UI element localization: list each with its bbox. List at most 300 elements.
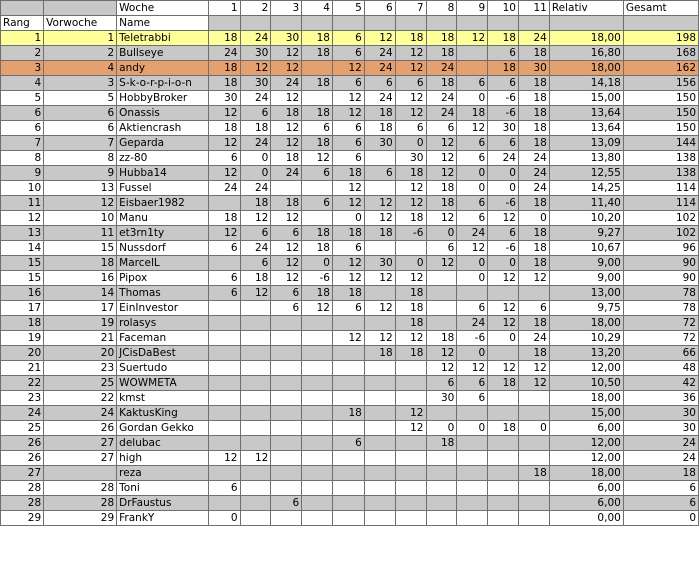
header-relativ[interactable]: Relativ — [549, 1, 623, 16]
cell-week-8[interactable] — [426, 301, 457, 316]
cell-relativ[interactable]: 18,00 — [549, 316, 623, 331]
cell-rang[interactable]: 27 — [1, 466, 44, 481]
cell-gesamt[interactable]: 156 — [623, 76, 698, 91]
cell-week-2[interactable]: 6 — [240, 106, 271, 121]
cell-vorwoche[interactable]: 6 — [44, 106, 117, 121]
cell-week-8[interactable]: 0 — [426, 226, 457, 241]
cell-week-2[interactable]: 12 — [240, 451, 271, 466]
cell-gesamt[interactable]: 162 — [623, 61, 698, 76]
cell-week-11[interactable]: 12 — [518, 376, 549, 391]
cell-week-5[interactable]: 12 — [332, 61, 364, 76]
cell-week-10[interactable] — [488, 286, 519, 301]
cell-week-11[interactable]: 18 — [518, 106, 549, 121]
cell-week-2[interactable]: 0 — [240, 166, 271, 181]
cell-week-9[interactable] — [457, 61, 488, 76]
cell-week-8[interactable]: 24 — [426, 106, 457, 121]
cell-relativ[interactable]: 18,00 — [549, 61, 623, 76]
cell-week-6[interactable]: 12 — [364, 331, 395, 346]
cell-week-8[interactable] — [426, 481, 457, 496]
cell-week-11[interactable] — [518, 436, 549, 451]
cell-week-1[interactable] — [208, 376, 240, 391]
cell-name[interactable]: S-k-o-r-p-i-o-n — [117, 76, 208, 91]
cell-week-9[interactable]: 6 — [457, 391, 488, 406]
header-gesamt[interactable]: Gesamt — [623, 1, 698, 16]
cell-week-6[interactable]: 6 — [364, 76, 395, 91]
cell-week-3[interactable] — [271, 181, 302, 196]
cell-week-2[interactable]: 24 — [240, 136, 271, 151]
cell-week-1[interactable]: 6 — [208, 151, 240, 166]
cell-week-9[interactable] — [457, 286, 488, 301]
cell-week-7[interactable]: 6 — [395, 121, 426, 136]
cell-week-5[interactable]: 18 — [332, 286, 364, 301]
cell-week-2[interactable] — [240, 346, 271, 361]
cell-vorwoche[interactable]: 9 — [44, 166, 117, 181]
cell-gesamt[interactable]: 102 — [623, 211, 698, 226]
cell-name[interactable]: high — [117, 451, 208, 466]
cell-week-5[interactable] — [332, 421, 364, 436]
cell-week-4[interactable]: 18 — [302, 46, 333, 61]
cell-week-7[interactable]: 18 — [395, 301, 426, 316]
cell-week-6[interactable] — [364, 511, 395, 526]
cell-week-1[interactable]: 12 — [208, 106, 240, 121]
cell-week-11[interactable] — [518, 391, 549, 406]
cell-gesamt[interactable]: 72 — [623, 331, 698, 346]
cell-week-1[interactable] — [208, 256, 240, 271]
cell-week-9[interactable]: 12 — [457, 361, 488, 376]
cell-week-11[interactable]: 24 — [518, 31, 549, 46]
cell-rang[interactable]: 28 — [1, 496, 44, 511]
cell-week-11[interactable]: 24 — [518, 166, 549, 181]
cell-week-5[interactable]: 6 — [332, 301, 364, 316]
cell-relativ[interactable]: 10,67 — [549, 241, 623, 256]
cell-rang[interactable]: 11 — [1, 196, 44, 211]
cell-week-1[interactable]: 6 — [208, 286, 240, 301]
cell-week-10[interactable]: 6 — [488, 46, 519, 61]
cell-week-5[interactable]: 18 — [332, 406, 364, 421]
cell-week-3[interactable]: 12 — [271, 256, 302, 271]
cell-week-9[interactable]: 24 — [457, 316, 488, 331]
cell-vorwoche[interactable]: 12 — [44, 196, 117, 211]
cell-week-11[interactable]: 18 — [518, 46, 549, 61]
cell-name[interactable]: JCisDaBest — [117, 346, 208, 361]
cell-week-6[interactable] — [364, 466, 395, 481]
cell-name[interactable]: WOWMETA — [117, 376, 208, 391]
cell-week-9[interactable]: 24 — [457, 226, 488, 241]
cell-relativ[interactable]: 9,27 — [549, 226, 623, 241]
cell-week-1[interactable]: 12 — [208, 226, 240, 241]
cell-week-4[interactable]: 6 — [302, 121, 333, 136]
cell-week-11[interactable]: 6 — [518, 301, 549, 316]
cell-week-6[interactable]: 18 — [364, 121, 395, 136]
cell-week-10[interactable]: 6 — [488, 136, 519, 151]
cell-week-6[interactable]: 30 — [364, 256, 395, 271]
cell-week-11[interactable]: 24 — [518, 181, 549, 196]
cell-week-9[interactable]: 12 — [457, 241, 488, 256]
cell-week-1[interactable]: 0 — [208, 511, 240, 526]
cell-gesamt[interactable]: 18 — [623, 466, 698, 481]
cell-week-3[interactable] — [271, 436, 302, 451]
cell-week-8[interactable]: 12 — [426, 151, 457, 166]
cell-week-10[interactable] — [488, 496, 519, 511]
cell-relativ[interactable]: 13,00 — [549, 286, 623, 301]
cell-week-10[interactable]: 12 — [488, 316, 519, 331]
cell-week-7[interactable]: 12 — [395, 331, 426, 346]
cell-name[interactable]: Bullseye — [117, 46, 208, 61]
cell-week-7[interactable]: 0 — [395, 256, 426, 271]
cell-week-5[interactable]: 0 — [332, 211, 364, 226]
cell-week-8[interactable]: 12 — [426, 166, 457, 181]
cell-rang[interactable]: 14 — [1, 241, 44, 256]
cell-week-7[interactable] — [395, 451, 426, 466]
cell-week-9[interactable]: 6 — [457, 76, 488, 91]
cell-rang[interactable]: 15 — [1, 256, 44, 271]
cell-week-6[interactable]: 24 — [364, 61, 395, 76]
cell-name[interactable]: zz-80 — [117, 151, 208, 166]
cell-week-11[interactable]: 0 — [518, 211, 549, 226]
cell-week-11[interactable]: 18 — [518, 196, 549, 211]
cell-week-2[interactable]: 24 — [240, 91, 271, 106]
cell-week-8[interactable]: 6 — [426, 241, 457, 256]
table-row[interactable] — [1, 361, 699, 376]
table-row[interactable] — [1, 226, 699, 241]
cell-week-8[interactable]: 18 — [426, 181, 457, 196]
cell-week-7[interactable]: 12 — [395, 271, 426, 286]
cell-week-5[interactable]: 6 — [332, 436, 364, 451]
cell-week-6[interactable] — [364, 286, 395, 301]
cell-week-2[interactable] — [240, 391, 271, 406]
cell-week-11[interactable]: 18 — [518, 466, 549, 481]
cell-week-6[interactable]: 18 — [364, 346, 395, 361]
cell-week-5[interactable]: 6 — [332, 241, 364, 256]
cell-week-1[interactable] — [208, 436, 240, 451]
cell-vorwoche[interactable]: 4 — [44, 61, 117, 76]
cell-week-5[interactable]: 6 — [332, 121, 364, 136]
cell-week-6[interactable] — [364, 316, 395, 331]
cell-week-4[interactable] — [302, 61, 333, 76]
cell-week-8[interactable] — [426, 511, 457, 526]
cell-week-3[interactable] — [271, 346, 302, 361]
cell-gesamt[interactable]: 42 — [623, 376, 698, 391]
cell-week-5[interactable]: 6 — [332, 151, 364, 166]
cell-week-9[interactable] — [457, 46, 488, 61]
cell-week-2[interactable]: 0 — [240, 151, 271, 166]
cell-week-2[interactable]: 12 — [240, 61, 271, 76]
cell-week-5[interactable]: 18 — [332, 226, 364, 241]
cell-week-3[interactable]: 12 — [271, 61, 302, 76]
cell-gesamt[interactable]: 36 — [623, 391, 698, 406]
cell-gesamt[interactable]: 24 — [623, 451, 698, 466]
cell-week-11[interactable]: 24 — [518, 331, 549, 346]
cell-week-7[interactable] — [395, 361, 426, 376]
cell-week-11[interactable]: 30 — [518, 61, 549, 76]
cell-week-7[interactable]: 12 — [395, 46, 426, 61]
table-row[interactable] — [1, 241, 699, 256]
cell-week-5[interactable]: 18 — [332, 166, 364, 181]
cell-week-8[interactable]: 24 — [426, 61, 457, 76]
cell-week-10[interactable]: 6 — [488, 76, 519, 91]
cell-name[interactable]: EinInvestor — [117, 301, 208, 316]
table-row[interactable] — [1, 196, 699, 211]
cell-week-7[interactable]: 18 — [395, 211, 426, 226]
cell-relativ[interactable]: 14,25 — [549, 181, 623, 196]
table-row[interactable] — [1, 76, 699, 91]
cell-week-9[interactable]: 6 — [457, 301, 488, 316]
cell-relativ[interactable]: 16,80 — [549, 46, 623, 61]
cell-week-9[interactable]: 18 — [457, 106, 488, 121]
cell-week-3[interactable]: 18 — [271, 196, 302, 211]
cell-vorwoche[interactable]: 5 — [44, 91, 117, 106]
cell-week-11[interactable]: 12 — [518, 361, 549, 376]
cell-week-5[interactable]: 12 — [332, 331, 364, 346]
cell-vorwoche[interactable]: 26 — [44, 421, 117, 436]
cell-week-10[interactable] — [488, 481, 519, 496]
cell-vorwoche[interactable]: 21 — [44, 331, 117, 346]
cell-rang[interactable]: 17 — [1, 301, 44, 316]
cell-name[interactable]: Nussdorf — [117, 241, 208, 256]
cell-name[interactable]: DrFaustus — [117, 496, 208, 511]
cell-week-8[interactable]: 24 — [426, 91, 457, 106]
cell-week-8[interactable]: 18 — [426, 436, 457, 451]
cell-week-4[interactable] — [302, 406, 333, 421]
cell-week-1[interactable] — [208, 346, 240, 361]
cell-vorwoche[interactable]: 24 — [44, 406, 117, 421]
cell-week-6[interactable]: 12 — [364, 31, 395, 46]
cell-rang[interactable]: 21 — [1, 361, 44, 376]
cell-week-3[interactable] — [271, 406, 302, 421]
cell-name[interactable]: Thomas — [117, 286, 208, 301]
cell-week-10[interactable]: 0 — [488, 166, 519, 181]
header-week-4[interactable]: 4 — [302, 1, 333, 16]
cell-week-2[interactable]: 6 — [240, 256, 271, 271]
cell-week-10[interactable]: 18 — [488, 376, 519, 391]
cell-week-7[interactable]: 18 — [395, 346, 426, 361]
table-row[interactable] — [1, 376, 699, 391]
cell-rang[interactable]: 6 — [1, 106, 44, 121]
cell-relativ[interactable]: 12,00 — [549, 436, 623, 451]
cell-name[interactable]: et3rn1ty — [117, 226, 208, 241]
cell-gesamt[interactable]: 198 — [623, 31, 698, 46]
cell-week-6[interactable]: 12 — [364, 211, 395, 226]
cell-week-10[interactable] — [488, 466, 519, 481]
cell-week-7[interactable] — [395, 376, 426, 391]
cell-week-10[interactable] — [488, 346, 519, 361]
cell-week-10[interactable]: 30 — [488, 121, 519, 136]
cell-week-9[interactable]: 12 — [457, 31, 488, 46]
cell-rang[interactable]: 15 — [1, 271, 44, 286]
cell-gesamt[interactable]: 0 — [623, 511, 698, 526]
cell-week-8[interactable]: 0 — [426, 421, 457, 436]
cell-gesamt[interactable]: 138 — [623, 151, 698, 166]
cell-week-11[interactable]: 18 — [518, 136, 549, 151]
cell-week-10[interactable]: 12 — [488, 271, 519, 286]
header-vorwoche[interactable]: Vorwoche — [44, 16, 117, 31]
cell-week-11[interactable] — [518, 286, 549, 301]
cell-week-5[interactable]: 6 — [332, 76, 364, 91]
cell-week-9[interactable]: 0 — [457, 181, 488, 196]
cell-week-11[interactable] — [518, 451, 549, 466]
cell-week-6[interactable]: 18 — [364, 226, 395, 241]
cell-week-5[interactable]: 6 — [332, 136, 364, 151]
cell-week-11[interactable]: 18 — [518, 91, 549, 106]
cell-week-4[interactable] — [302, 91, 333, 106]
cell-week-5[interactable] — [332, 511, 364, 526]
cell-vorwoche[interactable]: 18 — [44, 256, 117, 271]
cell-week-9[interactable]: 0 — [457, 91, 488, 106]
cell-gesamt[interactable]: 6 — [623, 481, 698, 496]
cell-week-2[interactable] — [240, 481, 271, 496]
cell-week-2[interactable] — [240, 331, 271, 346]
cell-week-10[interactable]: -6 — [488, 106, 519, 121]
cell-week-1[interactable] — [208, 406, 240, 421]
cell-week-1[interactable] — [208, 496, 240, 511]
cell-week-8[interactable] — [426, 496, 457, 511]
cell-week-8[interactable] — [426, 286, 457, 301]
cell-relativ[interactable]: 15,00 — [549, 91, 623, 106]
cell-week-2[interactable]: 18 — [240, 121, 271, 136]
table-row[interactable] — [1, 271, 699, 286]
table-row[interactable] — [1, 406, 699, 421]
table-row[interactable] — [1, 496, 699, 511]
cell-week-5[interactable]: 12 — [332, 91, 364, 106]
cell-name[interactable]: Aktiencrash — [117, 121, 208, 136]
cell-week-6[interactable] — [364, 481, 395, 496]
cell-name[interactable]: Faceman — [117, 331, 208, 346]
cell-week-3[interactable]: 24 — [271, 76, 302, 91]
cell-week-4[interactable] — [302, 481, 333, 496]
cell-relativ[interactable]: 12,00 — [549, 451, 623, 466]
cell-week-11[interactable] — [518, 511, 549, 526]
cell-gesamt[interactable]: 168 — [623, 46, 698, 61]
cell-week-8[interactable] — [426, 271, 457, 286]
cell-week-3[interactable]: 24 — [271, 166, 302, 181]
cell-relativ[interactable]: 9,00 — [549, 256, 623, 271]
cell-relativ[interactable]: 13,64 — [549, 121, 623, 136]
cell-week-5[interactable]: 12 — [332, 271, 364, 286]
cell-week-8[interactable]: 12 — [426, 361, 457, 376]
cell-relativ[interactable]: 6,00 — [549, 496, 623, 511]
cell-vorwoche[interactable]: 14 — [44, 286, 117, 301]
cell-week-2[interactable]: 12 — [240, 211, 271, 226]
header-week-7[interactable]: 7 — [395, 1, 426, 16]
cell-week-4[interactable] — [302, 331, 333, 346]
cell-vorwoche[interactable]: 13 — [44, 181, 117, 196]
cell-vorwoche[interactable]: 25 — [44, 376, 117, 391]
cell-week-10[interactable]: -6 — [488, 196, 519, 211]
cell-rang[interactable]: 26 — [1, 436, 44, 451]
cell-week-5[interactable] — [332, 481, 364, 496]
cell-week-2[interactable] — [240, 436, 271, 451]
cell-week-11[interactable]: 0 — [518, 421, 549, 436]
cell-week-7[interactable] — [395, 241, 426, 256]
cell-week-11[interactable]: 18 — [518, 76, 549, 91]
cell-name[interactable]: Onassis — [117, 106, 208, 121]
cell-week-4[interactable] — [302, 376, 333, 391]
header-week-6[interactable]: 6 — [364, 1, 395, 16]
cell-gesamt[interactable]: 90 — [623, 271, 698, 286]
cell-week-1[interactable]: 18 — [208, 121, 240, 136]
cell-week-5[interactable] — [332, 376, 364, 391]
cell-week-6[interactable]: 6 — [364, 166, 395, 181]
cell-name[interactable]: andy — [117, 61, 208, 76]
cell-week-11[interactable]: 18 — [518, 346, 549, 361]
cell-relativ[interactable]: 10,29 — [549, 331, 623, 346]
cell-vorwoche[interactable]: 29 — [44, 511, 117, 526]
cell-week-3[interactable]: 6 — [271, 226, 302, 241]
cell-week-2[interactable]: 6 — [240, 226, 271, 241]
cell-week-7[interactable]: 12 — [395, 181, 426, 196]
cell-week-8[interactable]: 18 — [426, 76, 457, 91]
cell-week-8[interactable]: 12 — [426, 256, 457, 271]
cell-week-1[interactable]: 12 — [208, 451, 240, 466]
header-woche[interactable]: Woche — [117, 1, 208, 16]
cell-week-10[interactable]: 12 — [488, 361, 519, 376]
cell-week-9[interactable]: 6 — [457, 136, 488, 151]
cell-week-3[interactable]: 12 — [271, 46, 302, 61]
cell-relativ[interactable]: 12,00 — [549, 361, 623, 376]
table-row[interactable] — [1, 136, 699, 151]
cell-week-10[interactable] — [488, 451, 519, 466]
cell-rang[interactable]: 26 — [1, 451, 44, 466]
cell-week-3[interactable]: 30 — [271, 31, 302, 46]
cell-vorwoche[interactable]: 2 — [44, 46, 117, 61]
cell-gesamt[interactable]: 78 — [623, 301, 698, 316]
cell-week-1[interactable] — [208, 316, 240, 331]
cell-week-8[interactable] — [426, 316, 457, 331]
cell-rang[interactable]: 6 — [1, 121, 44, 136]
table-row[interactable] — [1, 286, 699, 301]
cell-week-10[interactable] — [488, 406, 519, 421]
cell-relativ[interactable]: 13,09 — [549, 136, 623, 151]
cell-week-8[interactable]: 6 — [426, 376, 457, 391]
header-name[interactable]: Name — [117, 16, 208, 31]
cell-week-1[interactable]: 12 — [208, 136, 240, 151]
cell-week-11[interactable]: 18 — [518, 256, 549, 271]
cell-week-7[interactable] — [395, 481, 426, 496]
cell-week-6[interactable]: 18 — [364, 106, 395, 121]
cell-week-6[interactable]: 12 — [364, 301, 395, 316]
cell-week-10[interactable]: 24 — [488, 151, 519, 166]
cell-week-3[interactable] — [271, 451, 302, 466]
cell-week-9[interactable]: -6 — [457, 331, 488, 346]
cell-week-5[interactable] — [332, 391, 364, 406]
cell-week-11[interactable]: 18 — [518, 316, 549, 331]
cell-relativ[interactable]: 6,00 — [549, 421, 623, 436]
cell-week-4[interactable]: 18 — [302, 136, 333, 151]
cell-week-11[interactable] — [518, 481, 549, 496]
cell-vorwoche[interactable]: 20 — [44, 346, 117, 361]
header-week-2[interactable]: 2 — [240, 1, 271, 16]
cell-week-4[interactable]: 18 — [302, 106, 333, 121]
cell-week-8[interactable]: 30 — [426, 391, 457, 406]
table-row[interactable] — [1, 91, 699, 106]
cell-relativ[interactable]: 11,40 — [549, 196, 623, 211]
cell-rang[interactable]: 24 — [1, 406, 44, 421]
cell-relativ[interactable]: 0,00 — [549, 511, 623, 526]
cell-rang[interactable]: 5 — [1, 91, 44, 106]
header-week-5[interactable]: 5 — [332, 1, 364, 16]
cell-gesamt[interactable]: 30 — [623, 421, 698, 436]
cell-week-7[interactable] — [395, 436, 426, 451]
cell-week-9[interactable]: 0 — [457, 166, 488, 181]
cell-week-1[interactable]: 24 — [208, 181, 240, 196]
cell-week-8[interactable]: 18 — [426, 46, 457, 61]
cell-week-7[interactable] — [395, 511, 426, 526]
cell-week-4[interactable]: 12 — [302, 301, 333, 316]
cell-week-9[interactable] — [457, 496, 488, 511]
cell-vorwoche[interactable]: 3 — [44, 76, 117, 91]
cell-relativ[interactable]: 9,75 — [549, 301, 623, 316]
cell-week-9[interactable]: 0 — [457, 346, 488, 361]
